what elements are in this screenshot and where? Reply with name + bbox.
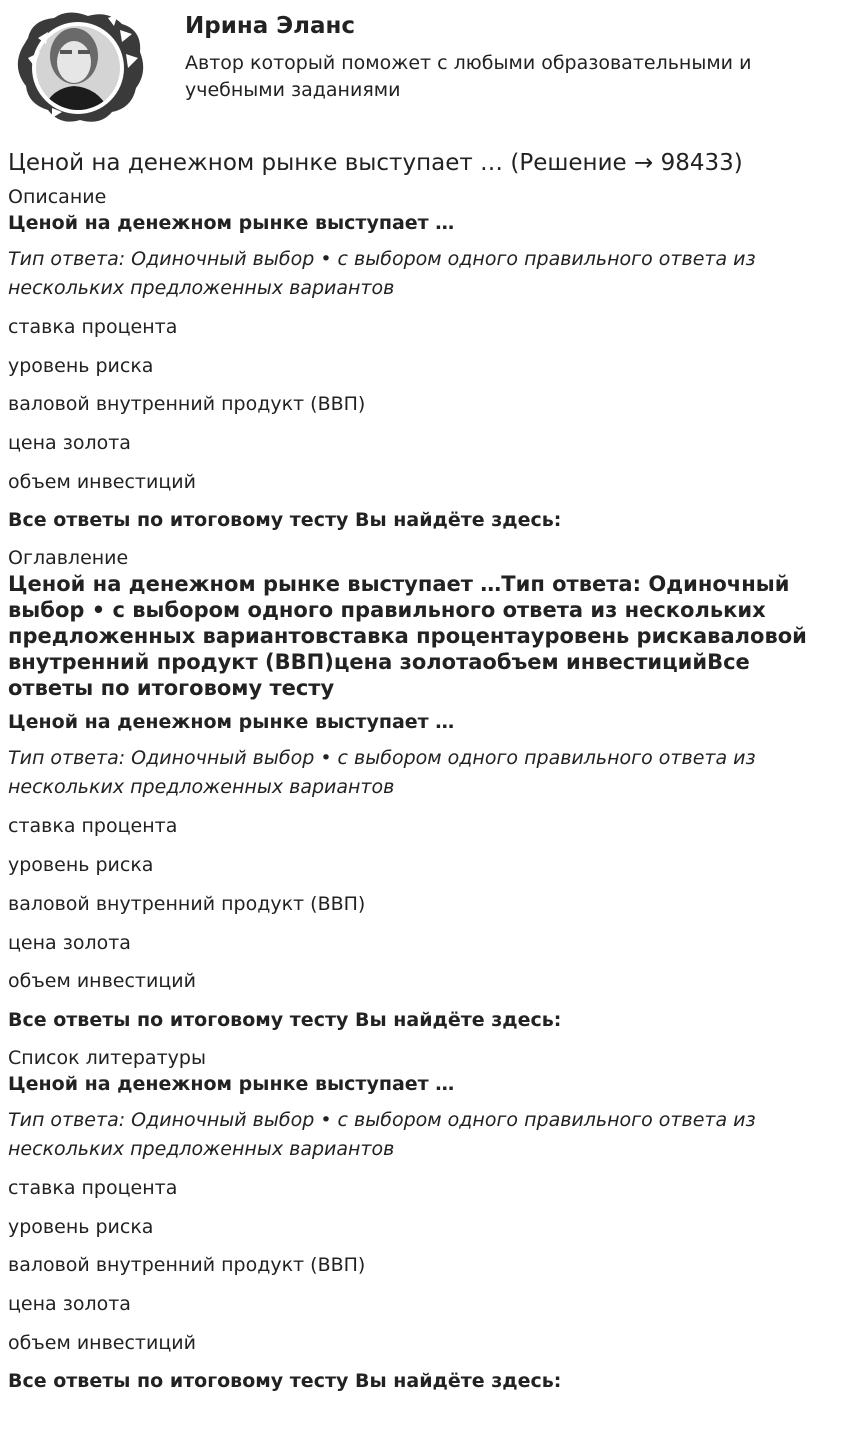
- answer-option: цена золота: [8, 931, 131, 954]
- author-name: Ирина Эланс: [185, 13, 356, 39]
- question-text: Ценой на денежном рынке выступает …: [8, 1072, 455, 1095]
- answer-type: Тип ответа: Одиночный выбор • с выбором одного правильного ответа из нескольких предложенных вариантов: [8, 248, 756, 299]
- answer-option: уровень риска: [8, 854, 154, 877]
- answer-option: цена золота: [8, 432, 131, 455]
- answer-type: Тип ответа: Одиночный выбор • с выбором одного правильного ответа из нескольких предложенных вариантов: [8, 747, 756, 799]
- page-title: Ценой на денежном рынке выступает … (Решение → 98433): [8, 150, 743, 176]
- author-description: Автор который поможет с любыми образовательными и учебными заданиями: [185, 52, 752, 101]
- answer-type: Тип ответа: Одиночный выбор • с выбором одного правильного ответа из нескольких предложенных вариантов: [8, 1108, 756, 1160]
- answer-option: объем инвестиций: [8, 470, 196, 493]
- answer-option: объем инвестиций: [8, 1331, 196, 1354]
- question-text: Ценой на денежном рынке выступает …: [8, 212, 455, 234]
- answer-option: валовой внутренний продукт (ВВП): [8, 892, 366, 915]
- answer-option: ставка процента: [8, 815, 178, 838]
- all-answers-note: Все ответы по итоговому тесту Вы найдёте здесь:: [8, 1370, 562, 1393]
- main-content: [8, 146, 838, 1394]
- section-label-description: Описание: [8, 186, 107, 208]
- all-answers-note: Все ответы по итоговому тесту Вы найдёте здесь:: [8, 1008, 562, 1031]
- section-label-literature: Список литературы: [8, 1046, 206, 1069]
- answer-option: объем инвестиций: [8, 970, 196, 993]
- all-answers-note: Все ответы по итоговому тесту Вы найдёте здесь:: [8, 509, 562, 532]
- question-text: Ценой на денежном рынке выступает …: [8, 711, 455, 734]
- answer-option: уровень риска: [8, 354, 154, 377]
- answer-option: ставка процента: [8, 1176, 178, 1199]
- section-label-toc: Оглавление: [8, 547, 129, 570]
- author-header: [0, 0, 847, 140]
- answer-option: уровень риска: [8, 1215, 154, 1238]
- answer-option: цена золота: [8, 1292, 131, 1315]
- answer-option: валовой внутренний продукт (ВВП): [8, 1254, 366, 1277]
- answer-option: валовой внутренний продукт (ВВП): [8, 393, 366, 416]
- toc-heading: Ценой на денежном рынке выступает …Тип ответа: Одиночный выбор • с выбором одного правильного ответа из нескольких предложенных вариантовставка процентауровень рискаваловой внутренний продукт (ВВП)цена золотаобъем инвестицийВсе ответы по итоговому тесту: [8, 572, 807, 701]
- author-photo-icon: [8, 8, 150, 126]
- answer-option: ставка процента: [8, 316, 178, 338]
